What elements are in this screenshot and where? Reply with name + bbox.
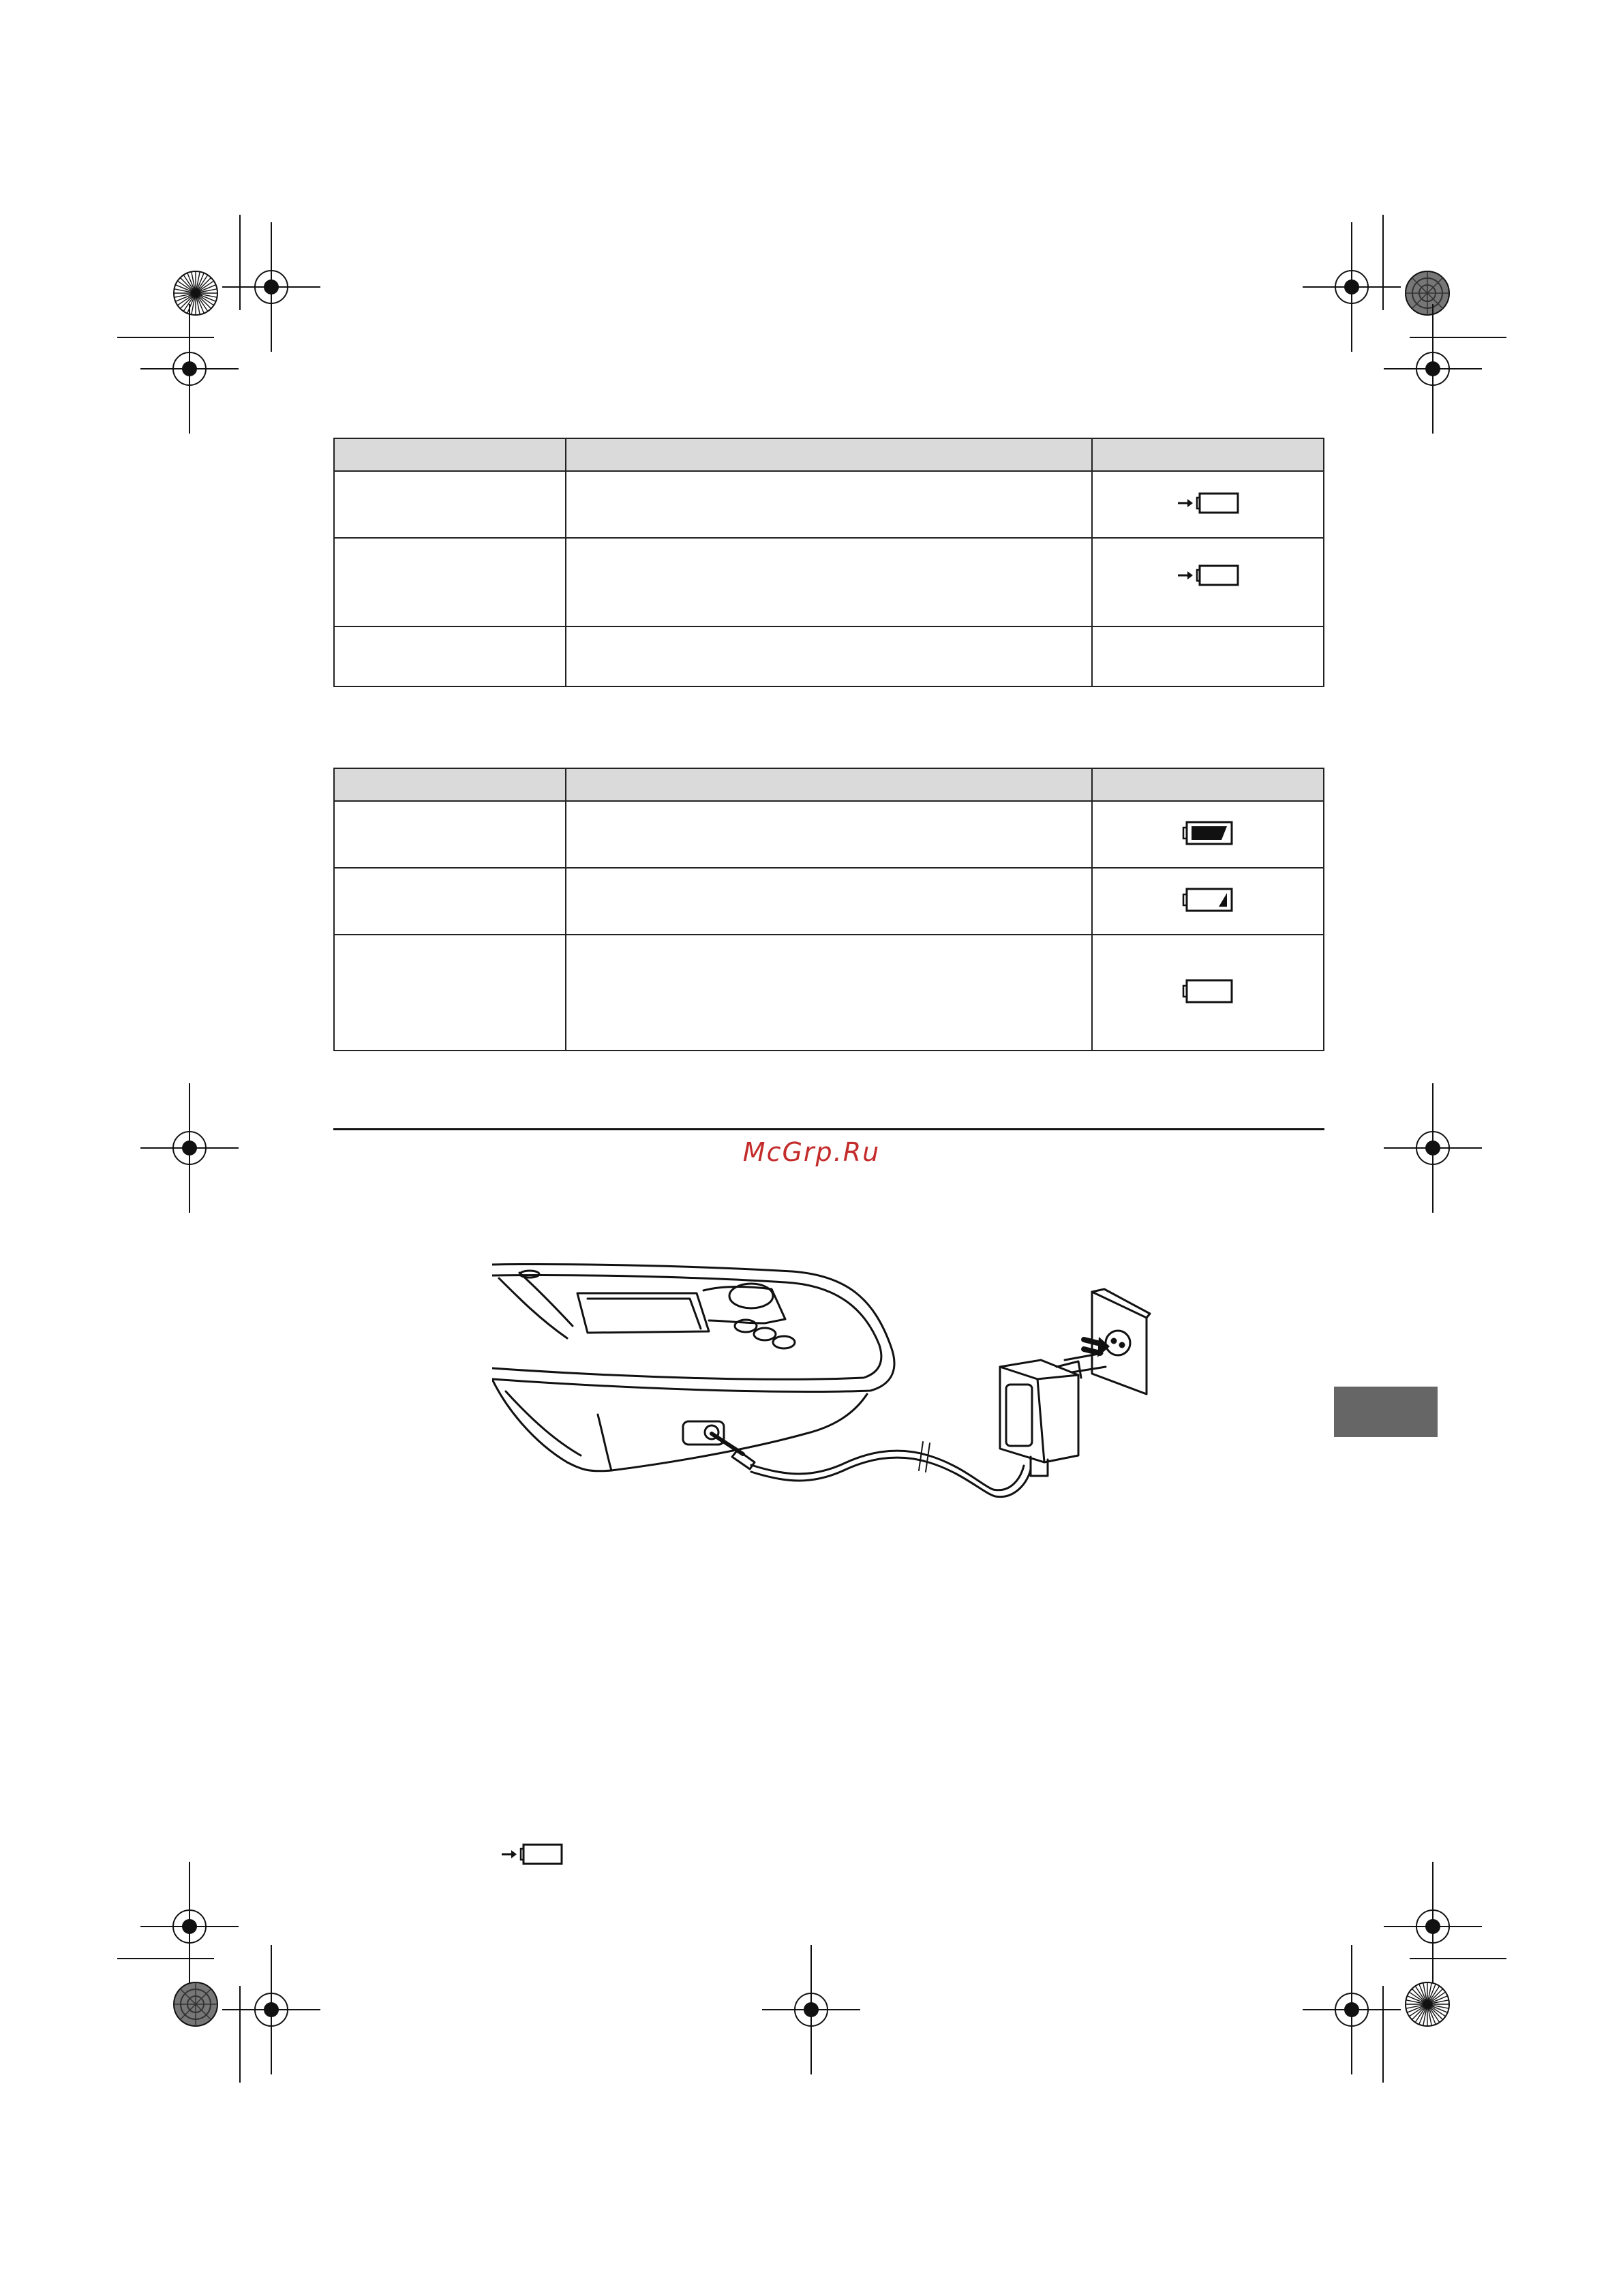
- table-cell: [334, 626, 566, 686]
- battery-empty-icon: [1182, 978, 1234, 1005]
- table-cell: [334, 935, 566, 1051]
- table-cell: [334, 868, 566, 935]
- table-cell: [334, 801, 566, 868]
- battery-charge-arrow-icon: [1177, 563, 1239, 588]
- table-cell: [566, 626, 1092, 686]
- table-cell: [1092, 471, 1324, 538]
- battery-low-icon: [1182, 886, 1234, 913]
- header-cell: [566, 768, 1092, 801]
- watermark-text: McGrp.Ru: [742, 1137, 881, 1167]
- table-cell: [1092, 626, 1324, 686]
- ac-adapter-connection-illustration: [492, 1258, 1174, 1544]
- table-header-row: [334, 768, 1324, 801]
- side-section-tab: [1334, 1387, 1438, 1437]
- table-row: [334, 626, 1324, 686]
- header-cell: [334, 438, 566, 471]
- table-cell: [334, 538, 566, 626]
- table-cell: [566, 471, 1092, 538]
- battery-level-table: [333, 768, 1324, 1051]
- table-cell: [334, 471, 566, 538]
- table-row: [334, 538, 1324, 626]
- table-cell: [1092, 868, 1324, 935]
- table-cell: [566, 538, 1092, 626]
- table-cell: [1092, 801, 1324, 868]
- table-row: [334, 801, 1324, 868]
- header-cell: [1092, 768, 1324, 801]
- header-cell: [334, 768, 566, 801]
- table-cell: [1092, 935, 1324, 1051]
- table-row: [334, 935, 1324, 1051]
- table-cell: [566, 801, 1092, 868]
- table-cell: [1092, 538, 1324, 626]
- header-cell: [1092, 438, 1324, 471]
- table-cell: [566, 868, 1092, 935]
- table-header-row: [334, 438, 1324, 471]
- charge-status-table: [333, 438, 1324, 687]
- section-divider: [333, 1128, 1324, 1130]
- header-cell: [566, 438, 1092, 471]
- table-cell: [566, 935, 1092, 1051]
- battery-charge-arrow-icon: [500, 1842, 563, 1867]
- table-row: [334, 471, 1324, 538]
- battery-charge-arrow-icon: [1177, 491, 1239, 515]
- battery-full-icon: [1182, 819, 1234, 847]
- table-row: [334, 868, 1324, 935]
